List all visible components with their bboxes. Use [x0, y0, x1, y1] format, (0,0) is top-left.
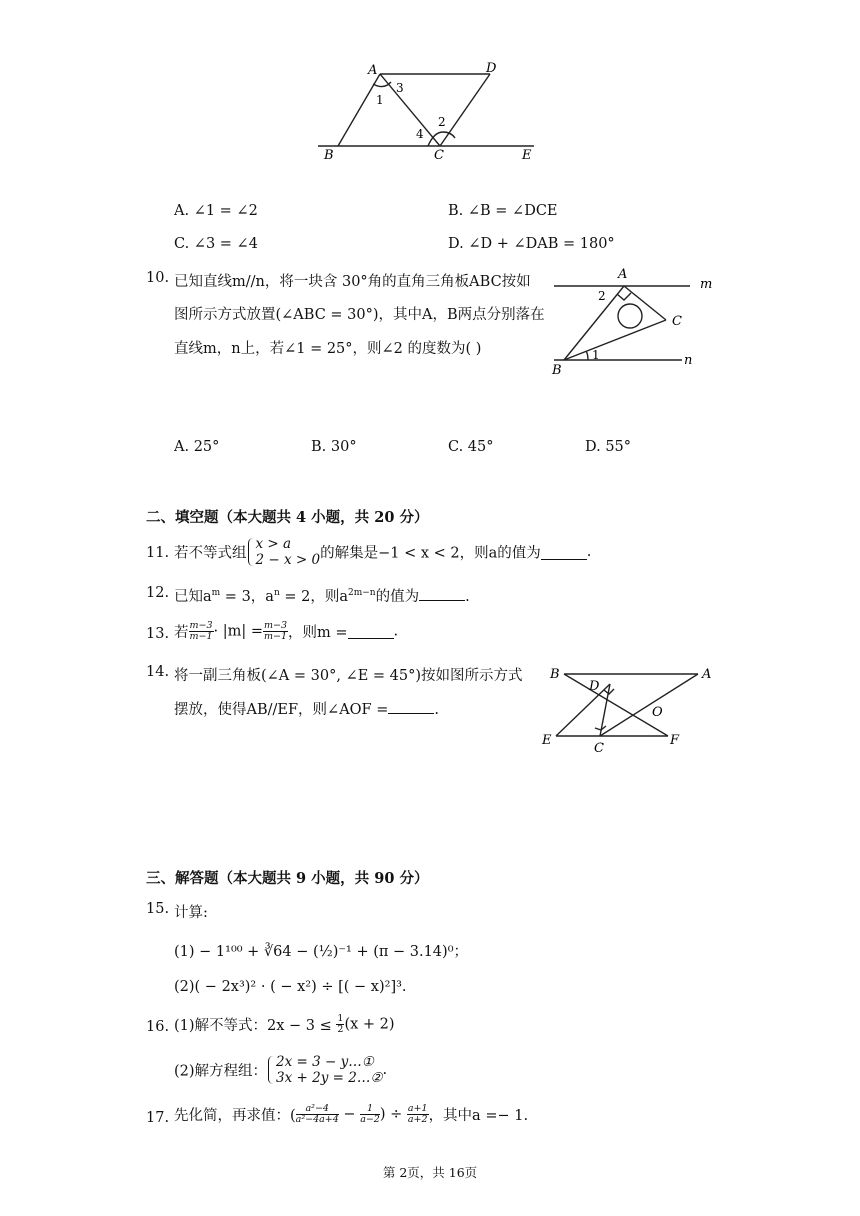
section-3-title: 三、解答题（本大题共 9 小题，共 90 分） — [146, 870, 429, 887]
q16-p1-post: (x + 2) — [344, 1016, 395, 1033]
q12-mid1: = 3，a — [220, 589, 274, 605]
fig9-angle-2: 2 — [438, 115, 446, 129]
q17-post: ，其中a =− 1. — [428, 1108, 529, 1124]
fig14-label-E: E — [542, 733, 552, 748]
q16-end: . — [382, 1062, 388, 1078]
figure-parallelogram-abcd — [318, 60, 548, 168]
q17-text — [174, 1104, 528, 1125]
fig9-label-A: A — [368, 63, 378, 78]
q17-minus: − — [338, 1106, 361, 1123]
fig10-label-n: n — [684, 353, 693, 368]
q14-end: . — [434, 702, 439, 718]
q17-fraction-1: $\frac{\text{a²−4}}{\text{a²−4a+4}}$ — [295, 1103, 339, 1125]
q10-option-a: A. 25° — [174, 439, 220, 455]
q12-mid2: = 2，则a — [279, 589, 348, 605]
q16-p2-pre: (2)解方程组： — [174, 1063, 268, 1080]
q11-end: . — [586, 544, 592, 560]
q15-part1: (1) − 1¹⁰⁰ + ∛64 − (½)⁻¹ + (π − 3.14)⁰； — [174, 944, 469, 960]
q11-text — [174, 536, 591, 568]
fig10-angle-2: 2 — [598, 289, 606, 303]
fig9-angle-1: 1 — [376, 93, 384, 107]
q11-system — [247, 536, 321, 568]
q16-row1: 2x = 3 − y…① — [276, 1054, 374, 1070]
q15-part2: (2)( − 2x³)² · ( − x²) ÷ [( − x)²]³. — [174, 979, 407, 995]
q12-text — [174, 585, 470, 606]
q12-exp-n: n — [273, 588, 280, 598]
q10-text-line1: 已知直线m//n，将一块含 30°角的直角三角板ABC按如 — [174, 274, 531, 290]
q11-post: 的解集是−1 < x < 2，则a的值为 — [320, 545, 541, 562]
section-2-title: 二、填空题（本大题共 4 小题，共 20 分） — [146, 509, 429, 526]
q17-mid: ) ÷ — [379, 1106, 407, 1123]
figure-triangle-parallel-lines — [548, 264, 728, 380]
q17-number: 17. — [146, 1110, 170, 1126]
q13-pre: 若 — [174, 625, 189, 641]
fig14-label-A: A — [702, 667, 712, 682]
q14-answer-blank[interactable] — [388, 699, 434, 714]
fig14-label-O: O — [652, 705, 663, 720]
q11-row1: x > a — [255, 536, 292, 552]
q12-pre: 已知a — [174, 589, 212, 605]
q10-text-line2: 图所示方式放置(∠ABC = 30°)，其中A，B两点分别落在 — [174, 307, 545, 323]
q17-pre: 先化简，再求值：( — [174, 1108, 296, 1124]
fig14-label-C: C — [594, 741, 604, 756]
fig10-label-m: m — [700, 277, 713, 292]
fig9-angle-3: 3 — [396, 81, 404, 95]
fig9-label-C: C — [434, 148, 444, 163]
fig10-angle-1: 1 — [592, 348, 600, 362]
fig10-label-B: B — [552, 363, 562, 378]
fig14-label-B: B — [550, 667, 560, 682]
fig10-label-C: C — [672, 314, 682, 329]
fig14-label-D: D — [589, 679, 600, 694]
q12-exp-2m-n: 2m−n — [348, 588, 376, 598]
q9-option-a: A. ∠1 = ∠2 — [174, 203, 258, 219]
q11-pre: 若不等式组 — [174, 545, 247, 562]
q11-answer-blank[interactable] — [541, 545, 587, 560]
q16-row2: 3x + 2y = 2…② — [276, 1070, 383, 1086]
q16-part1 — [174, 1014, 395, 1035]
q12-end: . — [465, 589, 470, 605]
q16-number: 16. — [146, 1019, 170, 1035]
q10-option-b: B. 30° — [311, 439, 357, 455]
q12-post: 的值为 — [375, 589, 420, 605]
q12-answer-blank[interactable] — [419, 586, 465, 601]
fig9-label-E: E — [522, 148, 532, 163]
q13-post: ，则m = — [288, 625, 348, 641]
q13-text — [174, 621, 398, 642]
q10-text-line3: 直线m，n上，若∠1 = 25°，则∠2 的度数为( ) — [174, 341, 482, 357]
q16-p1-pre: (1)解不等式：2x − 3 ≤ — [174, 1018, 337, 1034]
q12-number: 12. — [146, 585, 170, 601]
q13-answer-blank[interactable] — [348, 624, 394, 639]
page-footer: 第 2页，共 16页 — [382, 1165, 478, 1180]
q10-option-d: D. 55° — [585, 439, 632, 455]
q9-option-d: D. ∠D + ∠DAB = 180° — [448, 236, 615, 252]
q16-p1-fraction: $\frac{1}{2}$ — [337, 1013, 344, 1035]
q13-end: . — [393, 623, 399, 640]
fig10-label-A: A — [618, 267, 628, 282]
fig9-label-D: D — [486, 61, 497, 76]
q17-fraction-2: $\frac{1}{a-2}$ — [360, 1103, 380, 1125]
q15-number: 15. — [146, 901, 170, 917]
q13-mid: · |m| = — [213, 623, 264, 640]
q9-option-b: B. ∠B = ∠DCE — [448, 203, 558, 219]
figure-two-set-squares — [538, 658, 720, 758]
q17-fraction-3: $\frac{a+1}{a+2}$ — [407, 1103, 428, 1125]
q12-exp-m: m — [211, 588, 221, 598]
fig14-label-F: F — [670, 733, 680, 748]
q11-row2: 2 − x > 0 — [255, 552, 321, 568]
q16-part2 — [174, 1054, 387, 1086]
q10-option-c: C. 45° — [448, 439, 494, 455]
q10-number: 10. — [146, 270, 170, 286]
q14-text-line2 — [174, 698, 439, 719]
fig9-label-B: B — [324, 148, 334, 163]
q16-system — [267, 1054, 382, 1086]
q14-line2: 摆放，使得AB//EF，则∠AOF = — [174, 702, 389, 718]
q13-fraction-left: $\frac{m-3}{m-1}$ — [189, 620, 213, 642]
q15-title: 计算: — [174, 905, 208, 921]
q11-number: 11. — [146, 545, 170, 561]
fig9-angle-4: 4 — [416, 127, 424, 141]
q14-text-line1: 将一副三角板(∠A = 30°, ∠E = 45°)按如图所示方式 — [174, 668, 523, 684]
q13-fraction-right: $\frac{m-3}{m-1}$ — [264, 620, 288, 642]
q9-option-c: C. ∠3 = ∠4 — [174, 236, 258, 252]
q13-number: 13. — [146, 626, 170, 642]
q14-number: 14. — [146, 664, 170, 680]
